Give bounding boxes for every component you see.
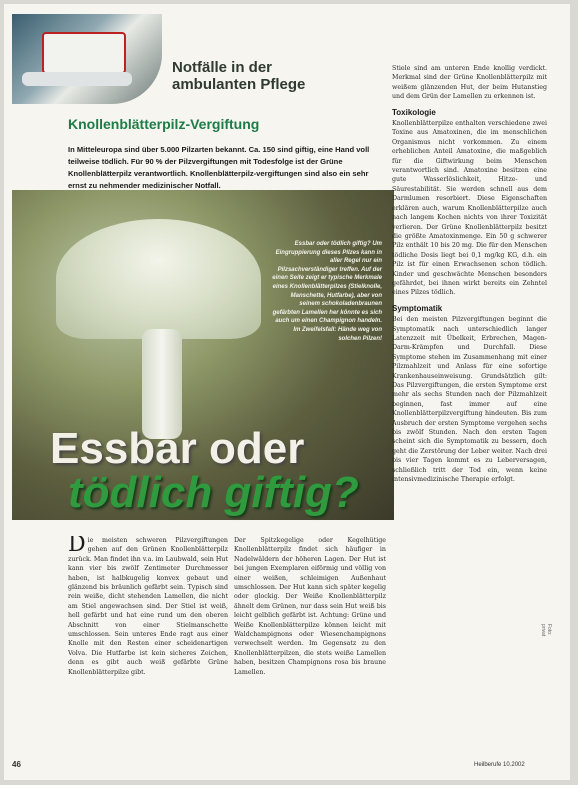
article-column-3 [392,64,547,764]
magazine-page [4,4,570,780]
page-number: 46 [12,760,21,769]
rubric-title-line2: ambulanten Pflege [172,76,306,93]
column-2-text: Der Spitzkegelige oder Kegelhütige Knollenblätterpilz findet sich häufiger in Nadelwäldern der höheren Lagen. Der Hut ist bei jungen Exemplaren eiförmig und völlig von einer weißen, schleimigen Außenhaut umschlossen. Der Hut kann sich später kegelig oder glockig. Der Weiße Knollenblätterpilz ähnelt dem Grünen, nur dass sein Hut weiß bis leicht gelblich gefärbt ist. Achtung: Grüne und Weiße Knollenblätterpilze können leicht mit Waldchampignons oder Wiesenchampignons verwechselt werden. Im Gegensatz zu den Knollenblätterpilzen, die stets weiße Lamellen haben, besitzen Champignons rosa bis braune Lamellen. [234,537,386,676]
ambulance-van-shape [42,32,126,74]
mushroom-cap-shape [56,219,261,339]
rubric-title-line1: Notfälle in der [172,59,273,76]
photo-caption: Essbar oder tödlich giftig? Um Eingruppierung dieses Pilzes kann in aller Regel nur ein Pilzsachverständiger treffen. Auf der einen Seite zeigt er typische Merkmale eines Knollenblätterpilzes (Stielknolle, Manschette, Hutfarbe), aber von seinem schokoladenbraunen gefärbten Lamellen her könnte es sich auch um einen Champignon handeln. Im Zweifelsfall: Hände weg von solchen Pilzen! [272,241,382,342]
drop-cap: D [68,536,86,557]
toxikologie-text: Knollenblätterpilze enthalten verschiedene zwei Toxine aus Amatoxinen, die im menschlichen Organismus nicht vorkommen. Zu einem erheblichen Anteil Amatoxine, die maßgeblich für die Giftwirkung beim Menschen verantwortlich sind. Amatoxine besitzen eine gute Wasserlöslichkeit, Hitze- und Säurestabilität. Sie werden schnell aus dem Darmlumen resorbiert. Diese Eigenschaften erklären auch, warum Knollenblätterpilze auch nach langem Kochen nichts von ihrer Toxizität verlieren. Der Grüne Knollenblätterpilz besitzt die größte Amatoxinmenge. Ein 50 g schwerer Pilz enthält 10 bis 20 mg. Die für den Menschen tödliche Dosis liegt bei 0,1 mg/kg KG, d.h. ein Pilz ist für einen Erwachsenen schon tödlich. Kinder und geschwächte Menschen besonders gefährdet, bei ihnen wirkt bereits ein Zehntel eines Pilzes tödlich. [392,120,547,297]
symptomatik-heading: Symptomatik [392,303,443,313]
symptomatik-text: Bei den meisten Pilzvergiftungen beginnt die Symptomatik nach unterschiedlich langer Latenzzeit mit Übelkeit, Erbrechen, Magen-Darm-Krämpfen und Durchfall. Diese Symptome stehen im Zusammenhang mit einer Pilzmahlzeit und Anlass für eine sofortige Krankenhauseinweisung. Grundsätzlich gilt: Das Pilzvergiftungen, die ersten Symptome erst mehr als sechs Stunden nach der Pilzmahlzeit beginnen, fast immer auf eine Knollenblätterpilzvergiftung hindeuten. Bis zum Ausbruch der ersten Symptome vergehen sechs bis zwölf Stunden. Nach den ersten Tagen scheint sich die Symptomatik zu bessern, doch geht die Zerstörung der Leber weiter. Nach drei bis vier Tagen kommt es zu Leberversagen, schließlich tritt der Tod ein, wenn keine intensivmedizinische Therapie erfolgt. [392,316,547,484]
ambulance-photo [12,14,162,104]
column-3-intro: Stiele sind am unteren Ende knollig verdickt. Merkmal sind der Grüne Knollenblätterpilz mit weißem glänzenden Hut, der beim Hutanstieg und dem Grün der Lamellen zu erkennen ist. [392,65,547,101]
toxikologie-heading: Toxikologie [392,107,436,117]
article-column-1 [68,536,228,762]
article-column-2 [234,536,386,762]
section-title: Knollenblätterpilz-Vergiftung [68,116,260,132]
rubric-title [172,59,372,93]
magazine-footer: Heilberufe 10.2002 [474,762,525,768]
stretcher-shape [22,72,132,86]
headline-line2: tödlich giftig? [68,468,359,517]
headline-line1: Essbar oder [50,424,305,473]
lead-paragraph: In Mitteleuropa sind über 5.000 Pilzarten bekannt. Ca. 150 sind giftig, eine Hand voll teilweise tödlich. Für 90 % der Pilzvergiftungen mit Todesfolge ist der Grüne Knollenblätterpilz verantwortlich. Knollenblätterpilz-vergiftungen sind also ein sehr ernst zu nehmender medizinischer Notfall. [68,145,370,190]
photo-credit: Foto: privat [540,624,552,637]
mushroom-stem-shape [142,329,182,439]
column-1-text: ie meisten schweren Pilzvergiftungen gehen auf den Grünen Knollenblätterpilz zurück. Man findet ihn v.a. im Laubwald, sein Hut kann vier bis zwölf Zentimeter Durchmesser haben, ist halbkugelig konvex gebaut und glänzend bis bräunlich gefärbt sein. Typisch sind rein weiße, dicht stehenden Lamellen, die nicht am Stiel angewachsen sind. Der Stiel ist weiß, hell gefärbt und hat eine rund um den oberen Abschnitt von einer Stielmanschette umschlossen. Sein unteres Ende ragt aus einer Knolle mit den Resten einer scheidenartigen Volva. Die Hutfarbe ist kein sicheres Zeichen, denn es gibt auch weiß gefärbte Grüne Knollenblätterpilze gibt. [68,537,228,676]
